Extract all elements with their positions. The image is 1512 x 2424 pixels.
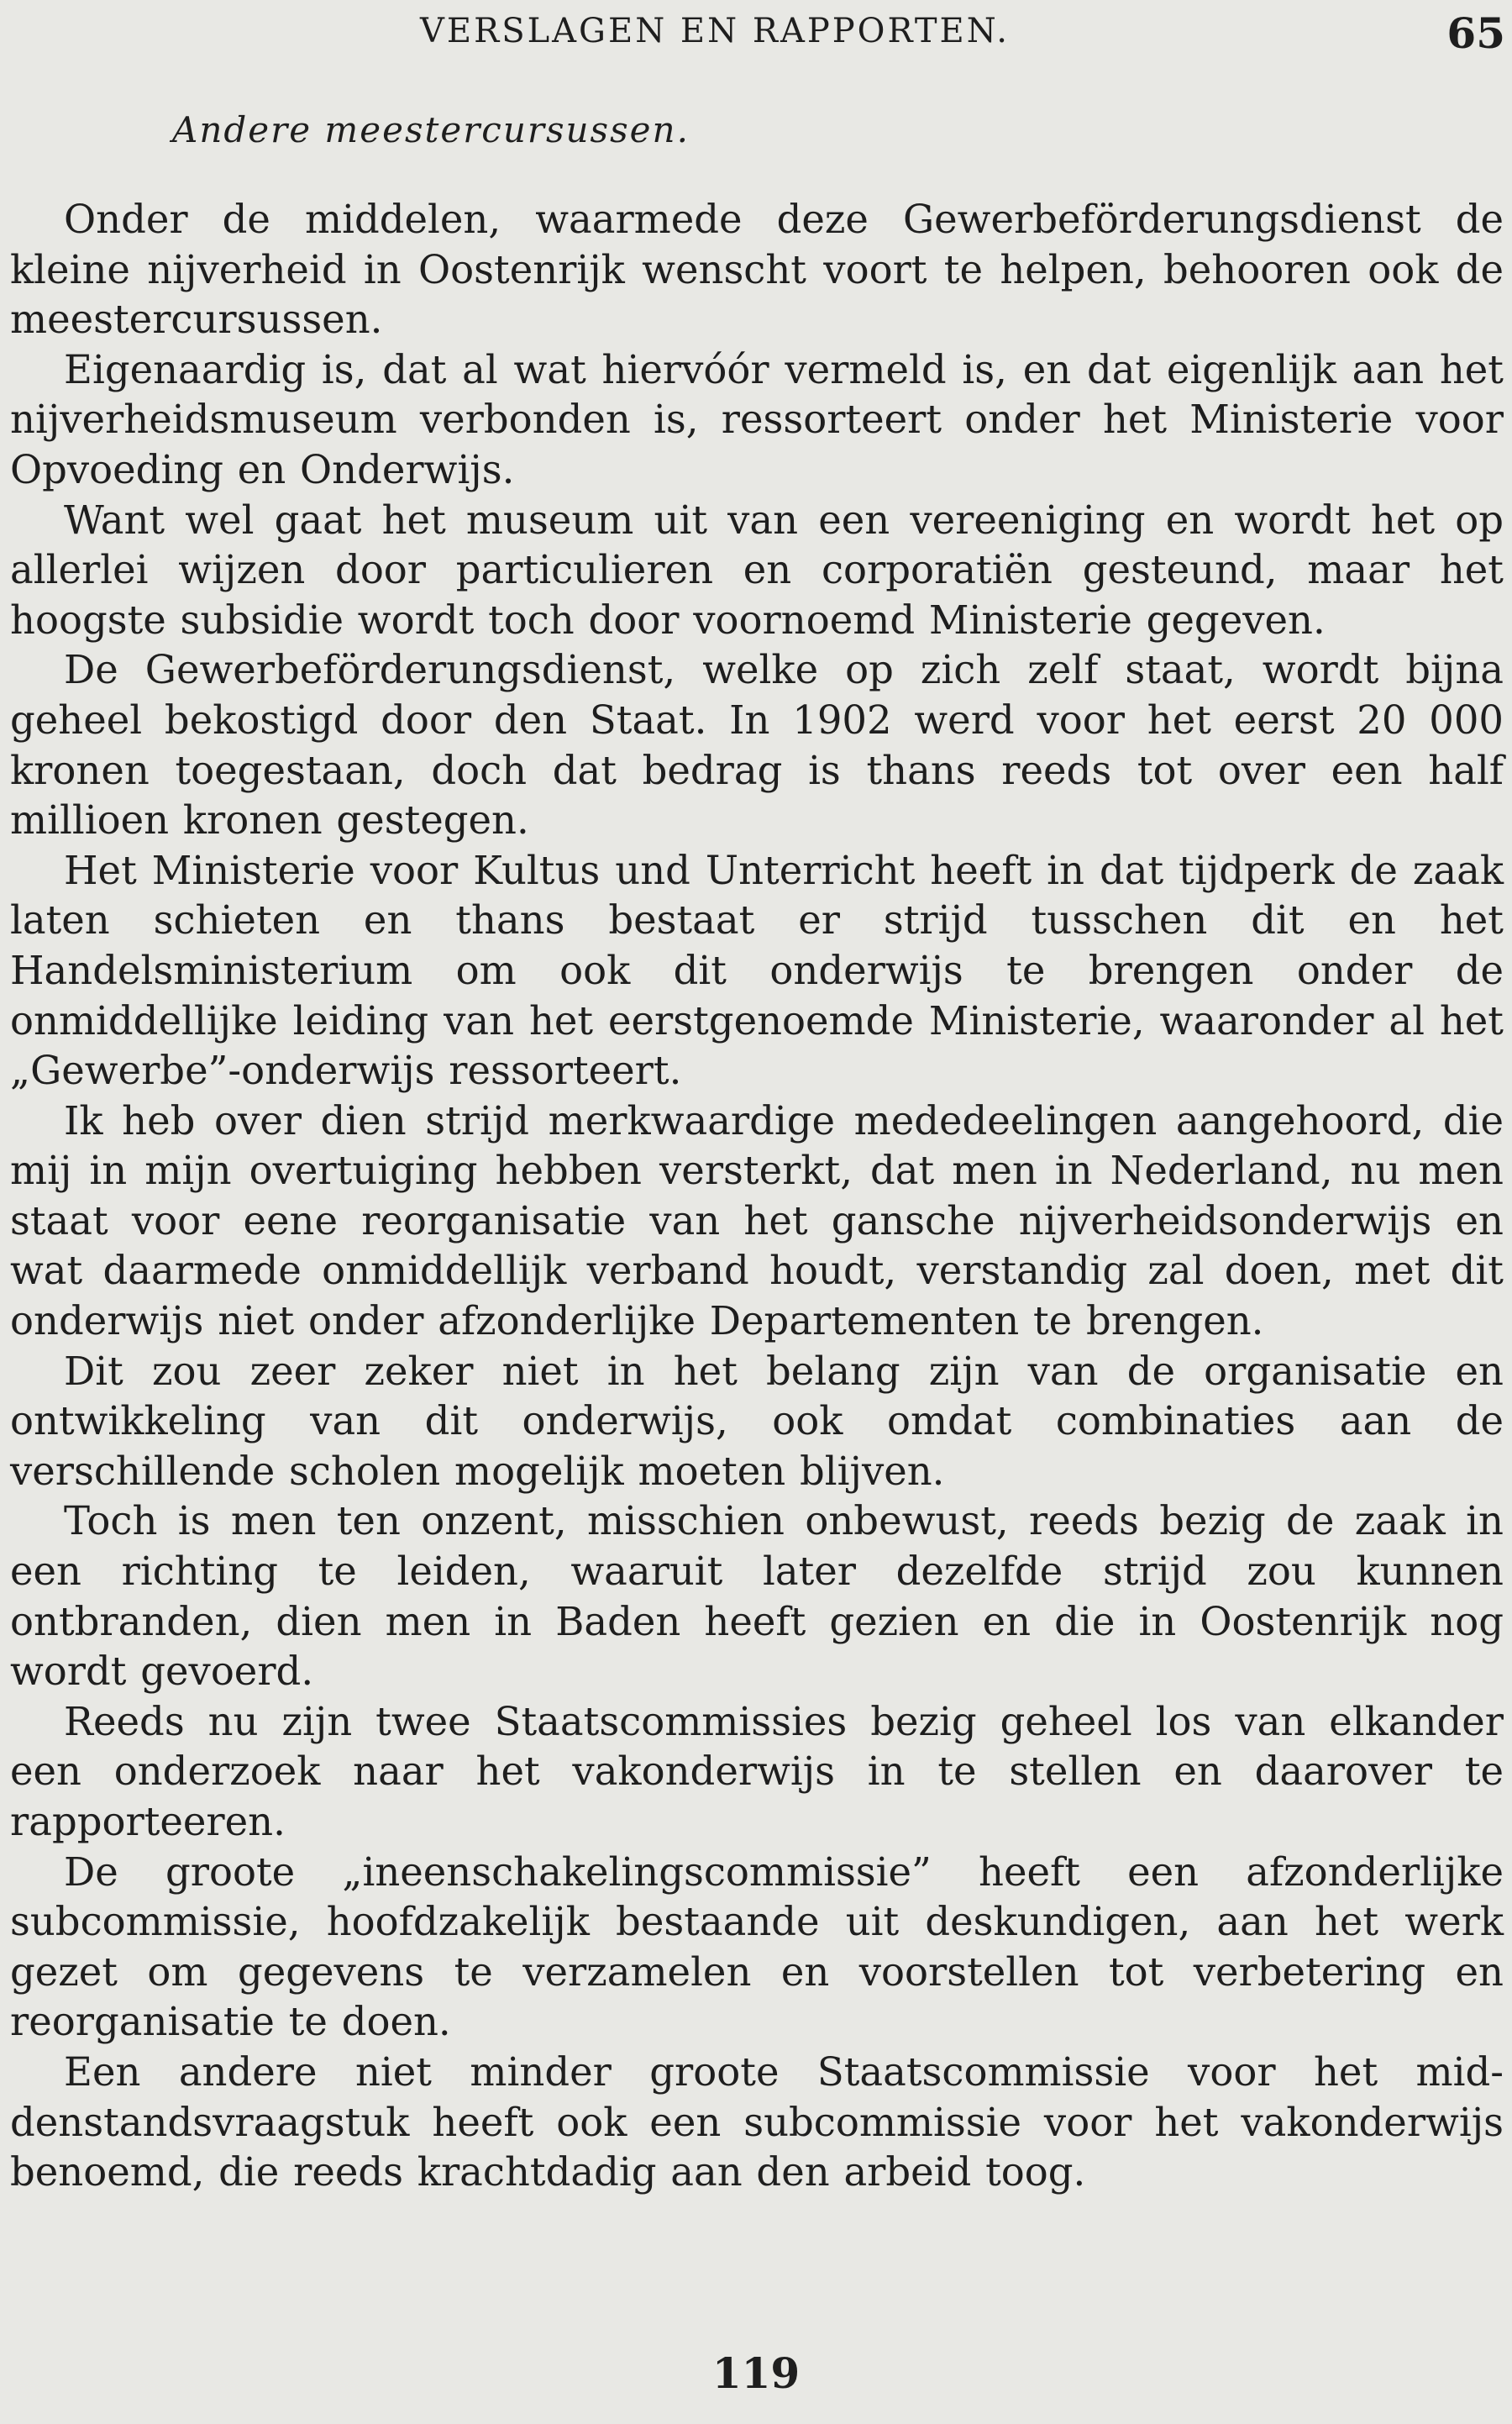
running-title: VERSLAGEN EN RAPPORTEN. [420,12,1010,50]
paragraph: Ik heb over dien strijd merkwaardige mededeelingen aangehoord, die mij in mijn overtuiging hebben versterkt, dat men in Nederland, nu men staat voor eene reorganisatie van het gansche nijverheidsonderwijs en wat daarmede onmiddellijk verband houdt, verstandig zal doen, met dit onderwijs niet onder afzonderlijke Departementen te brengen. [10,1097,1504,1344]
paragraph: Een andere niet minder groote Staatscommissie voor het middenstandsvraagstuk heeft ook een subcommissie voor het vakonderwijs benoemd, die reeds krachtdadig aan den arbeid toog. [10,2048,1504,2195]
paragraph: Dit zou zeer zeker niet in het belang zijn van de organisatie en ontwikkeling van dit onderwijs, ook omdat combinaties aan de verschillende scholen mogelijk moeten blijven. [10,1348,1504,1494]
paragraph: Onder de middelen, waarmede deze Gewerbeförderungsdienst de kleine nijverheid in Oostenrijk wenscht voort te helpen, behooren ook de meestercursussen. [10,197,1504,343]
paragraph: De groote „ineenschakelingscommissie” heeft een afzonderlijke subcommissie, hoofdzakelijk bestaande uit deskundigen, aan het werk gezet om gegevens te verzamelen en voorstellen tot verbetering en reorganisatie te doen. [10,1848,1504,2045]
folio-number: 119 [711,2348,801,2398]
body-text [10,195,1504,2198]
paragraph: Eigenaardig is, dat al wat hiervóór vermeld is, en dat eigenlijk aan het nijverheidsmuseum verbonden is, ressorteert onder het Ministerie voor Opvoeding en Onderwijs. [10,346,1504,492]
header-page-number: 65 [1446,8,1505,58]
paragraph: Reeds nu zijn twee Staatscommissies bezig geheel los van elkander een onderzoek naar het vakonderwijs in te stellen en daarover te rapporteeren. [10,1698,1504,1844]
paragraph: Toch is men ten onzent, misschien onbewust, reeds bezig de zaak in een richting te leiden, waaruit later dezelfde strijd zou kunnen ontbranden, dien men in Baden heeft gezien en die in Oostenrijk nog wordt gevoerd. [10,1498,1504,1695]
paragraph: Want wel gaat het museum uit van een vereeniging en wordt het op allerlei wijzen door particulieren en corporatiën gesteund, maar het hoogste subsidie wordt toch door voornoemd Ministerie gegeven. [10,497,1504,643]
paragraph: Het Ministerie voor Kultus und Unterricht heeft in dat tijdperk de zaak laten schieten en thans bestaat er strijd tusschen dit en het Handelsministerium om ook dit onderwijs te brengen onder de onmiddellijke leiding van het eerstgenoemde Ministerie, waaronder al het „Gewerbe”-onderwijs ressorteert. [10,847,1504,1094]
section-heading: Andere meestercursussen. [172,109,690,150]
paragraph: De Gewerbeförderungsdienst, welke op zich zelf staat, wordt bijna geheel bekostigd door den Staat. In 1902 werd voor het eerst 20 000 kronen toegestaan, doch dat bedrag is thans reeds tot over een half millioen kronen gestegen. [10,647,1504,844]
running-header [0,8,1512,62]
